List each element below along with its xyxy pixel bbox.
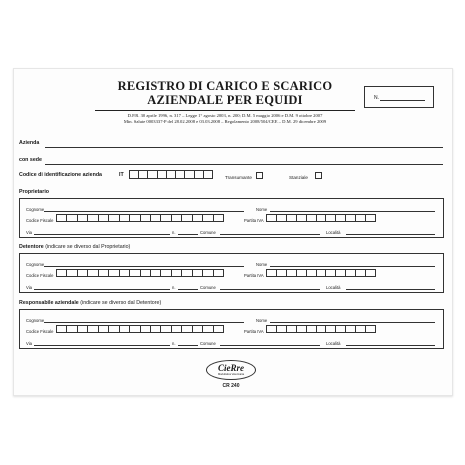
title-line-2: AZIENDALE PER EQUIDI: [147, 93, 303, 107]
detentore-box: [19, 253, 444, 293]
azienda-label: Azienda: [19, 140, 40, 146]
transumante-checkbox[interactable]: [256, 172, 263, 179]
via-label: Via: [26, 285, 32, 290]
numero-label: n.: [172, 285, 176, 290]
localita-label: Località: [326, 230, 341, 235]
product-code: CR 240: [222, 383, 240, 389]
nome-field[interactable]: [270, 211, 435, 212]
legal-references: [95, 113, 355, 125]
codice-grid[interactable]: [129, 170, 213, 179]
codice-fiscale-label: Codice Fiscale: [26, 273, 54, 278]
comune-label: Comune: [200, 341, 216, 346]
codice-fiscale-label: Codice Fiscale: [26, 218, 54, 223]
form-title: [95, 79, 355, 107]
numero-field[interactable]: [178, 234, 198, 235]
partita-iva-grid[interactable]: [266, 325, 376, 333]
codice-fiscale-grid[interactable]: [56, 325, 224, 333]
cognome-label: Cognome: [26, 207, 45, 212]
sede-label: con sede: [19, 157, 42, 163]
localita-field[interactable]: [346, 289, 435, 290]
logo-subtitle: Modulistica Veterinaria: [217, 373, 245, 376]
via-field[interactable]: [34, 234, 170, 235]
nome-label: Nome: [256, 262, 268, 267]
stanziale-label: Stanziale: [289, 175, 308, 180]
azienda-field[interactable]: [45, 147, 443, 148]
comune-label: Comune: [200, 230, 216, 235]
transumante-label: Transumante: [225, 175, 252, 180]
localita-field[interactable]: [346, 345, 435, 346]
logo-brand: CieRre: [218, 363, 244, 373]
register-number-box[interactable]: [364, 86, 434, 108]
legal-ref-line-1: D.P.R. 30 aprile 1996, n. 317 – Legge 1° agosto 2003, n. 200; D.M. 5 maggio 2006 e D.M. 9 ottobre 2007: [127, 113, 323, 118]
numero-label: n.: [172, 230, 176, 235]
via-field[interactable]: [34, 289, 170, 290]
nome-field[interactable]: [270, 322, 435, 323]
title-line-1: REGISTRO DI CARICO E SCARICO: [117, 79, 333, 93]
nome-field[interactable]: [270, 266, 435, 267]
cognome-field[interactable]: [44, 322, 244, 323]
codice-fiscale-grid[interactable]: [56, 214, 224, 222]
comune-field[interactable]: [220, 289, 320, 290]
codice-fiscale-grid[interactable]: [56, 269, 224, 277]
cognome-label: Cognome: [26, 262, 45, 267]
via-label: Via: [26, 341, 32, 346]
cognome-label: Cognome: [26, 318, 45, 323]
legal-ref-line-2: Min. Salute 0003337-P del 28.02.2008 e 03.03.2008 – Regolamento 2008/504/CEE – D.M. 29 dicembre 2009: [123, 119, 327, 125]
section-detentore-title: Detentore (indicare se diverso dal Proprietario): [19, 244, 131, 250]
section-responsabile-title: Responsabile aziendale (indicare se diverso dal Detentore): [19, 300, 162, 306]
localita-label: Località: [326, 285, 341, 290]
register-number-line: [380, 100, 425, 101]
localita-field[interactable]: [346, 234, 435, 235]
partita-iva-label: Partita IVA: [244, 273, 264, 278]
section-proprietario-title: Proprietario: [19, 189, 50, 195]
via-label: Via: [26, 230, 32, 235]
via-field[interactable]: [34, 345, 170, 346]
numero-field[interactable]: [178, 289, 198, 290]
cognome-field[interactable]: [44, 266, 244, 267]
register-number-label: N.: [374, 95, 379, 101]
stanziale-checkbox[interactable]: [315, 172, 322, 179]
comune-field[interactable]: [220, 234, 320, 235]
codice-label: Codice di identificazione azienda: [19, 172, 102, 178]
nome-label: Nome: [256, 207, 268, 212]
cierre-logo: [206, 360, 256, 380]
country-code: IT: [119, 172, 124, 178]
comune-field[interactable]: [220, 345, 320, 346]
proprietario-box: [19, 198, 444, 238]
partita-iva-label: Partita IVA: [244, 329, 264, 334]
comune-label: Comune: [200, 285, 216, 290]
nome-label: Nome: [256, 318, 268, 323]
partita-iva-grid[interactable]: [266, 214, 376, 222]
codice-fiscale-label: Codice Fiscale: [26, 329, 54, 334]
numero-label: n.: [172, 341, 176, 346]
localita-label: Località: [326, 341, 341, 346]
sede-field[interactable]: [45, 164, 443, 165]
numero-field[interactable]: [178, 345, 198, 346]
partita-iva-grid[interactable]: [266, 269, 376, 277]
title-divider: [95, 110, 355, 111]
partita-iva-label: Partita IVA: [244, 218, 264, 223]
cognome-field[interactable]: [44, 211, 244, 212]
responsabile-box: [19, 309, 444, 349]
